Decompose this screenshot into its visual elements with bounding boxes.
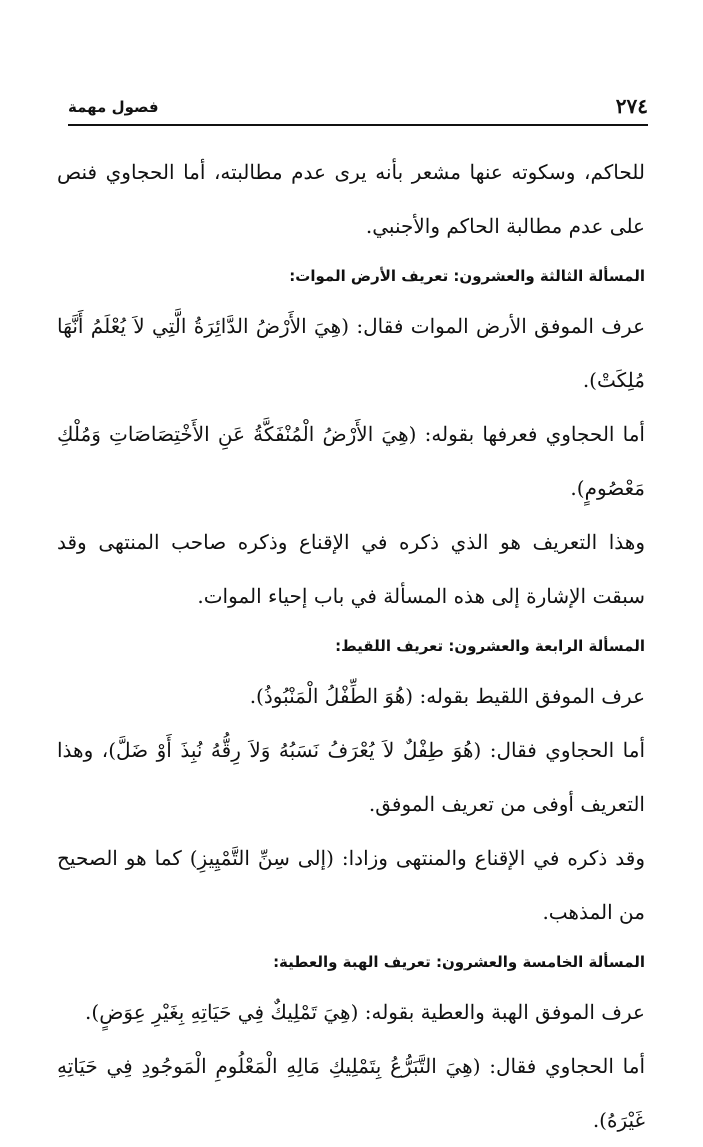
page-number: ٢٧٤: [615, 94, 648, 118]
paragraph: عرف الموفق اللقيط بقوله: (هُوَ الطِّفْلُ الْمَنْبُوذُ).: [249, 684, 645, 708]
page-header: [68, 88, 648, 126]
paragraph: عرف الموفق الهبة والعطية بقوله: (هِيَ تَمْلِيكٌ فِي حَيَاتِهِ بِغَيْرِ عِوَضٍ).: [85, 1000, 645, 1024]
paragraph: أما الحجاوي فعرفها بقوله: (هِيَ الأَرْضُ الْمُنْفَكَّةُ عَنِ الأَخْتِصَاصَاتِ وَمُلْكِ مَعْصُومٍ).: [57, 422, 645, 500]
paragraph: عرف الموفق الأرض الموات فقال: (هِيَ الأَرْضُ الدَّائِرَةُ الَّتِي لاَ يُعْلَمُ أَنَّهَا مُلِكَتْ).: [57, 314, 645, 392]
running-title: فصول مهمة: [68, 98, 159, 116]
paragraph: للحاكم، وسكوته عنها مشعر بأنه يرى عدم مطالبته، أما الحجاوي فنص على عدم مطالبة الحاكم والأجنبي.: [57, 160, 645, 238]
section-heading: المسألة الرابعة والعشرون: تعريف اللقيط:: [335, 637, 645, 655]
page-body: [57, 145, 645, 1147]
paragraph: وقد ذكره في الإقناع والمنتهى وزادا: (إلى سِنِّ التَّمْيِيزِ) كما هو الصحيح من المذهب.: [57, 846, 645, 924]
paragraph: أما الحجاوي فقال: (هُوَ طِفْلٌ لاَ يُعْرَفُ نَسَبُهُ وَلاَ رِقُّهُ نُبِذَ أَوْ ضَلَّ)، وهذا التعريف أوفى من تعريف الموفق.: [57, 738, 646, 816]
section-heading: المسألة الخامسة والعشرون: تعريف الهبة والعطية:: [273, 953, 645, 971]
section-heading: المسألة الثالثة والعشرون: تعريف الأرض الموات:: [289, 267, 645, 285]
paragraph: وهذا التعريف هو الذي ذكره في الإقناع وذكره صاحب المنتهى وقد سبقت الإشارة إلى هذه المسألة في باب إحياء الموات.: [57, 530, 645, 608]
paragraph: أما الحجاوي فقال: (هِيَ التَّبَرُّعُ بِتَمْلِيكِ مَالِهِ الْمَعْلُومِ الْمَوجُودِ فِي حَيَاتِهِ غَيْرَهُ).: [57, 1054, 645, 1132]
